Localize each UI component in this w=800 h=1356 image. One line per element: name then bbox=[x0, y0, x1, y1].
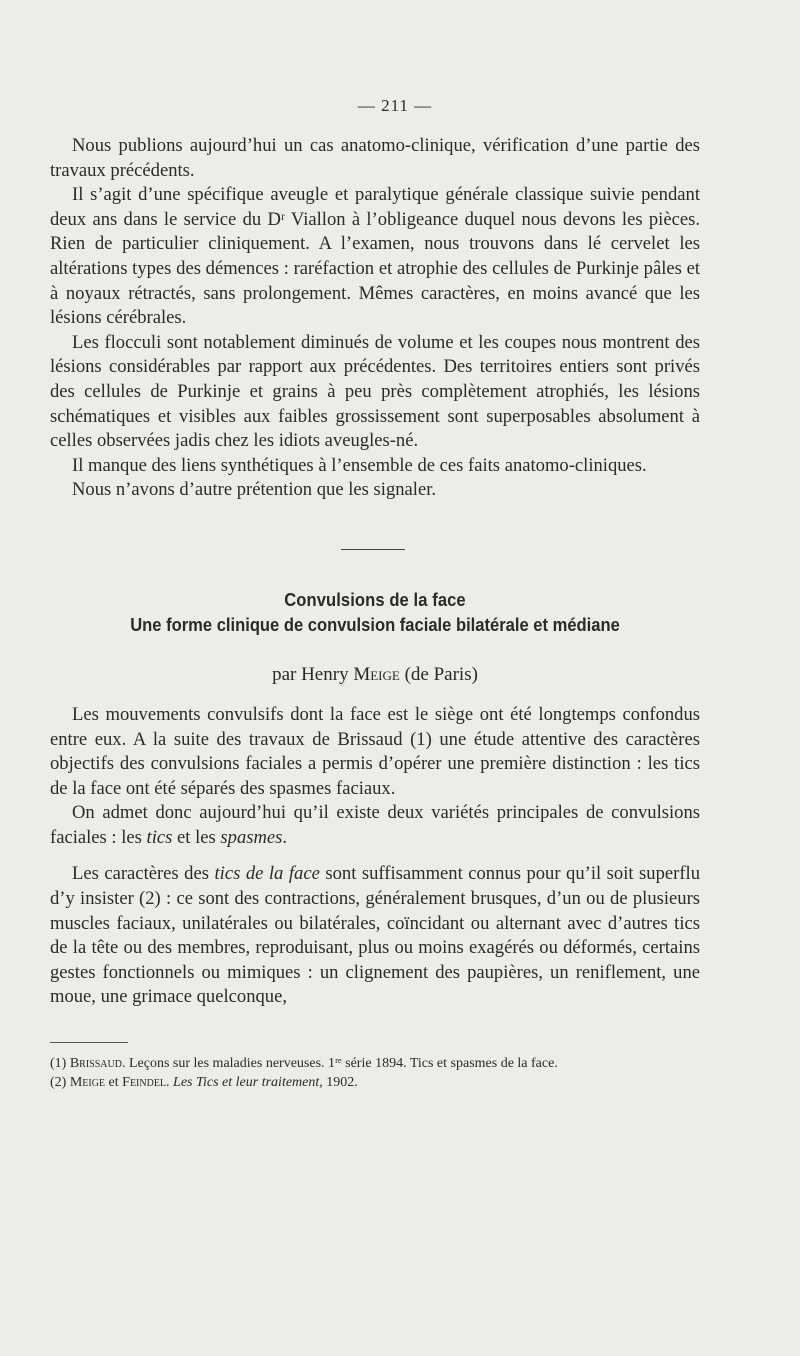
author-name: Meige bbox=[353, 663, 400, 685]
intro-paragraph: Il s’agit d’une spécifique aveugle et paralytique générale classique suivie pendant deux ans dans le service du Dʳ Viallon à l’obligeance duquel nous devons les pièces. Rien de particulier cliniquement. A l’examen, nous trouvons dans lé cervelet les altérations types des démences : raréfaction et atrophie des cellules de Purkinje pâles et à noyaux rétractés, sans prolongement. Mêmes caractères, en moins avancé que les lésions cérébrales. bbox=[50, 184, 700, 329]
footnote-text: et bbox=[105, 1074, 123, 1090]
body-paragraph: Les mouvements convulsifs dont la face est le siège ont été longtemps confondus entre eux. A la suite des travaux de Brissaud (1) une étude attentive des caractères objectifs des convulsions faciales a permis d’opérer une première distinction : les tics de la face ont été séparés des spasmes faciaux. bbox=[50, 703, 700, 799]
byline-suffix: (de Paris) bbox=[399, 663, 478, 685]
emphasis-tics: tics bbox=[146, 826, 173, 848]
text-run: sont suffisamment connus pour qu’il soit superflu d’y insister (2) : ce sont des contractions, généralement brusques, d’un ou de plusieurs muscles faciaux, unilatérales ou bilatérales, coïncidant ou alternant avec d’autres tics de la tête ou des membres, reproduisant, plus ou moins exagérés ou déformés, certains gestes fonctionnels ou mimiques : un clignement des paupières, un reniflement, une moue, une grimace quelconque, bbox=[50, 863, 700, 1008]
article-title: Une forme clinique de convulsion faciale bilatérale et médiane bbox=[130, 614, 620, 635]
body-paragraph bbox=[50, 801, 700, 850]
footnote-text: . Leçons sur les maladies nerveuses. 1ʳᵉ série 1894. Tics et spasmes de la face. bbox=[121, 1056, 558, 1072]
paragraph-gap bbox=[50, 850, 700, 862]
text-run: . bbox=[282, 826, 288, 848]
text-run: Les caractères des bbox=[72, 863, 215, 885]
footnote-author: Meige bbox=[69, 1074, 106, 1090]
book-page bbox=[50, 96, 700, 1092]
intro-paragraph: Il manque des liens synthétiques à l’ensemble de ces faits anatomo-cliniques. bbox=[72, 454, 647, 476]
footnote-text: , 1902. bbox=[319, 1074, 358, 1090]
text-run: et les bbox=[172, 826, 221, 848]
footnote-rule bbox=[50, 1042, 128, 1043]
page-number: — 211 — bbox=[357, 96, 433, 115]
intro-paragraph: Les flocculi sont notablement diminués de volume et les coupes nous montrent des lésions considérables par rapport aux précédentes. Des territoires entiers sont privés des cellules de Purkinje et grains à peu près complètement atrophiés, les lésions schématiques et visibles aux faibles grossissement sont superposables absolument à celles observées jadis chez les idiots aveugles-né. bbox=[50, 331, 700, 452]
footnote-author: Brissaud bbox=[69, 1056, 122, 1072]
footnote-book-title: Les Tics et leur traitement bbox=[173, 1074, 320, 1090]
byline-prefix: par Henry bbox=[272, 663, 354, 685]
footnote-number: (2) bbox=[50, 1074, 70, 1090]
footnote-author: Feindel bbox=[122, 1074, 167, 1090]
emphasis-spasmes: spasmes bbox=[220, 826, 283, 848]
intro-paragraph: Nous publions aujourd’hui un cas anatomo-clinique, vérification d’une partie des travaux précédents. bbox=[50, 135, 700, 181]
footnote-1 bbox=[50, 1055, 700, 1074]
footnote-text: . bbox=[166, 1074, 174, 1090]
intro-paragraph: Nous n’avons d’autre prétention que les signaler. bbox=[72, 479, 437, 501]
footnote-2 bbox=[50, 1074, 700, 1093]
text-run: On admet donc aujourd’hui qu’il existe deux variétés principales de convulsions faciales : les bbox=[50, 802, 700, 848]
section-divider bbox=[341, 549, 405, 550]
footnote-number: (1) bbox=[50, 1056, 70, 1072]
body-paragraph bbox=[50, 862, 700, 1010]
emphasis-tics-face: tics de la face bbox=[214, 863, 320, 885]
byline bbox=[50, 664, 700, 686]
article-kicker: Convulsions de la face bbox=[284, 589, 466, 610]
